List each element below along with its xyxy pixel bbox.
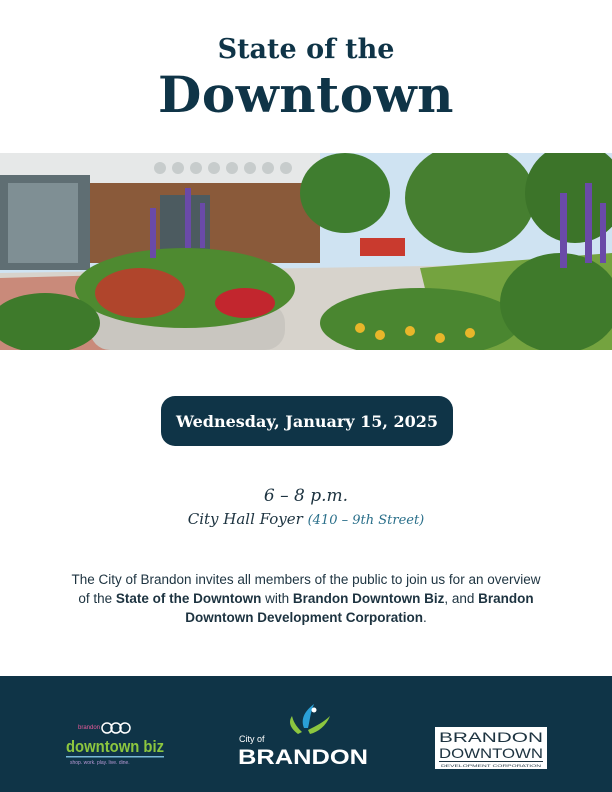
biz-logo-small-text: brandon: [78, 725, 101, 731]
description-highlight: Brandon Downtown Development Corporation: [185, 591, 534, 625]
description-text: The City of Brandon invites all members of the public to join us for an overview of the: [71, 572, 541, 606]
description-text: , and: [444, 591, 479, 606]
city-logo-small-text: City of: [239, 734, 265, 744]
bdc-logo-line-3: DEVELOPMENT CORPORATION: [441, 763, 542, 768]
bdc-logo-line-2: DOWNTOWN: [439, 745, 543, 761]
venue-name: City Hall Foyer: [187, 510, 303, 528]
city-of-brandon-logo: [234, 700, 374, 772]
page-title: [0, 34, 612, 124]
bdc-logo-line-1: BRANDON: [439, 729, 543, 745]
brandon-downtown-development-logo: [435, 727, 547, 769]
biz-logo-tagline: shop. work. play. live. dine.: [70, 760, 130, 766]
description-highlight: State of the Downtown: [115, 591, 262, 606]
venue-address: (410 – 9th Street): [307, 513, 425, 528]
event-description: [66, 570, 546, 627]
description-text: .: [422, 610, 427, 625]
biz-logo-main-text: downtown biz: [66, 737, 164, 756]
city-logo-main-text: BRANDON: [238, 746, 368, 769]
downtown-photo: [0, 153, 612, 350]
event-venue: [0, 510, 612, 528]
event-date-badge: Wednesday, January 15, 2025: [161, 396, 453, 446]
downtown-biz-logo: [64, 720, 168, 768]
event-time: 6 – 8 p.m.: [263, 486, 349, 506]
title-line-1: State of the: [217, 34, 395, 65]
title-line-2: Downtown: [158, 65, 454, 124]
description-text: with: [261, 591, 293, 606]
description-highlight: Brandon Downtown Biz: [292, 591, 445, 606]
